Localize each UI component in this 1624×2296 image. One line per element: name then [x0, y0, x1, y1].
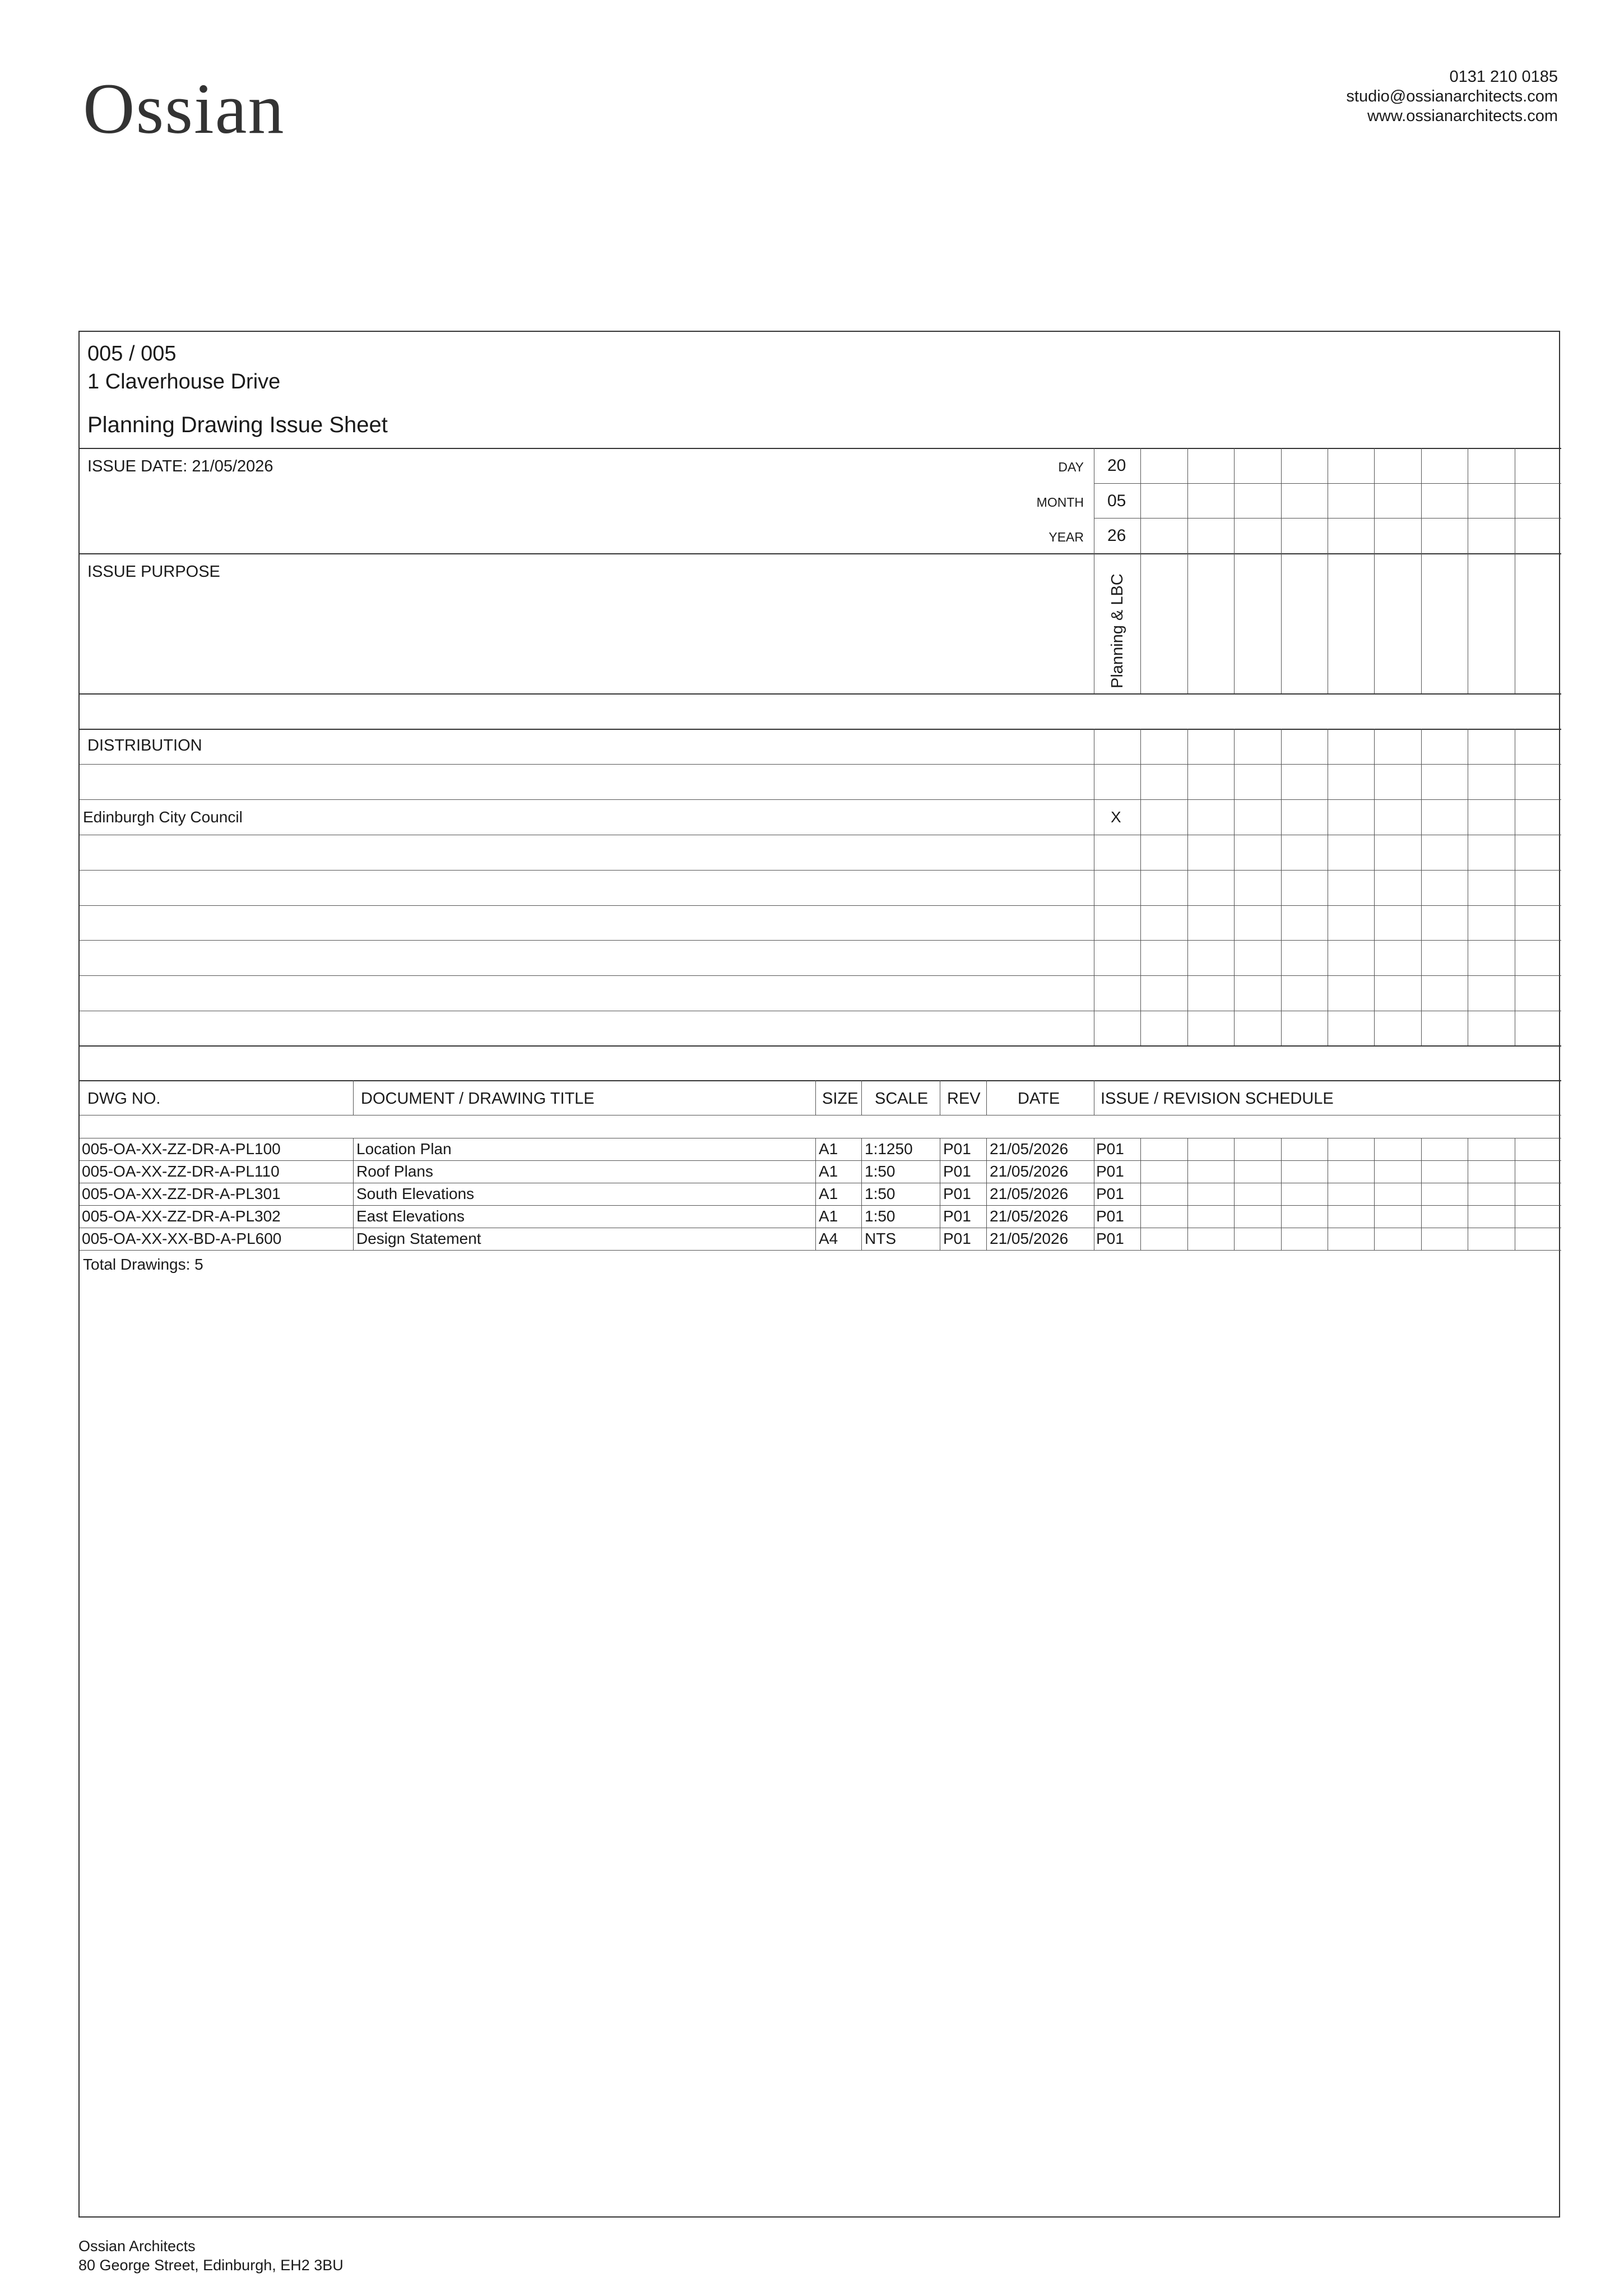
drawing-title: Roof Plans: [356, 1163, 433, 1180]
drawing-number: 005-OA-XX-ZZ-DR-A-PL302: [82, 1207, 281, 1225]
purpose-divider: [80, 693, 1561, 695]
header-rev: REV: [947, 1090, 981, 1108]
issue-date-divider: [80, 553, 1561, 554]
footer-address: 80 George Street, Edinburgh, EH2 3BU: [78, 2257, 344, 2274]
distribution-row-line: [80, 799, 1561, 800]
issue-column-line: [1140, 448, 1141, 693]
drawing-date: 21/05/2026: [990, 1163, 1069, 1180]
project-name: 1 Claverhouse Drive: [87, 370, 281, 394]
drawing-number: 005-OA-XX-ZZ-DR-A-PL100: [82, 1140, 281, 1158]
drawing-date: 21/05/2026: [990, 1185, 1069, 1202]
distribution-label: DISTRIBUTION: [87, 737, 202, 754]
contact-email: studio@ossianarchitects.com: [1346, 87, 1558, 105]
contact-block: [1346, 67, 1558, 126]
issue-sheet: [78, 331, 1560, 2218]
issue-purpose-value: Planning & LBC: [1108, 573, 1126, 688]
drawing-scale: NTS: [865, 1230, 896, 1247]
drawing-number: 005-OA-XX-XX-BD-A-PL600: [82, 1230, 282, 1247]
distribution-column-line: [1421, 729, 1422, 1045]
drawing-rev: P01: [943, 1163, 971, 1180]
distribution-column-line: [1187, 729, 1188, 1045]
drawing-scale: 1:50: [865, 1185, 895, 1202]
drawing-size: A4: [819, 1230, 838, 1247]
drawing-date: 21/05/2026: [990, 1140, 1069, 1158]
distribution-mark: X: [1111, 808, 1121, 826]
distribution-row-line: [80, 870, 1561, 871]
drawing-size: A1: [819, 1163, 838, 1180]
drawings-header-column-line: [815, 1080, 816, 1115]
issue-date-label: ISSUE DATE: 21/05/2026: [87, 457, 273, 475]
month-label: MONTH: [1036, 495, 1084, 510]
distribution-top-divider: [80, 729, 1561, 730]
issue-column-line: [1187, 448, 1188, 693]
drawing-title: Location Plan: [356, 1140, 452, 1158]
company-logo: Ossian: [83, 69, 285, 149]
drawing-column-line: [1281, 1138, 1282, 1250]
distribution-row-line: [80, 940, 1561, 941]
drawing-size: A1: [819, 1140, 838, 1158]
drawing-date: 21/05/2026: [990, 1207, 1069, 1225]
header-dwg-no: DWG NO.: [87, 1090, 161, 1108]
drawing-schedule-entry: P01: [1096, 1185, 1124, 1202]
footer: [78, 2237, 344, 2275]
header-scale: SCALE: [875, 1090, 929, 1108]
drawing-rev: P01: [943, 1207, 971, 1225]
drawings-header-column-line: [986, 1080, 987, 1115]
header-size: SIZE: [822, 1090, 859, 1108]
drawing-schedule-entry: P01: [1096, 1230, 1124, 1247]
drawing-column-line: [1140, 1138, 1141, 1250]
drawing-number: 005-OA-XX-ZZ-DR-A-PL110: [82, 1163, 280, 1180]
drawing-size: A1: [819, 1207, 838, 1225]
drawing-column-line: [815, 1138, 816, 1250]
drawings-header-column-line: [353, 1080, 354, 1115]
contact-phone: 0131 210 0185: [1449, 68, 1558, 86]
drawing-column-line: [1374, 1138, 1375, 1250]
drawing-scale: 1:1250: [865, 1140, 913, 1158]
distribution-row-line: [80, 975, 1561, 976]
drawings-header-column-line: [861, 1080, 862, 1115]
drawing-row-line: [80, 1250, 1561, 1251]
drawing-size: A1: [819, 1185, 838, 1202]
drawing-scale: 1:50: [865, 1207, 895, 1225]
drawing-column-line: [1421, 1138, 1422, 1250]
issue-column-line: [1374, 448, 1375, 693]
project-number: 005 / 005: [87, 342, 177, 365]
issue-purpose-label: ISSUE PURPOSE: [87, 563, 220, 581]
drawing-schedule-entry: P01: [1096, 1140, 1124, 1158]
drawings-header-top: [80, 1080, 1561, 1081]
drawing-title: South Elevations: [356, 1185, 475, 1202]
drawing-column-line: [1187, 1138, 1188, 1250]
year-label: YEAR: [1048, 530, 1084, 544]
distribution-column-line: [1140, 729, 1141, 1045]
distribution-bottom-divider: [80, 1045, 1561, 1047]
issue-column-line: [1281, 448, 1282, 693]
header-date: DATE: [1018, 1090, 1060, 1108]
distribution-recipient: Edinburgh City Council: [83, 808, 243, 826]
total-drawings: Total Drawings: 5: [83, 1256, 203, 1273]
drawing-rev: P01: [943, 1140, 971, 1158]
drawing-schedule-entry: P01: [1096, 1207, 1124, 1225]
distribution-column-line: [1281, 729, 1282, 1045]
issue-day-value: 20: [1107, 456, 1126, 475]
sheet-title: Planning Drawing Issue Sheet: [87, 413, 388, 437]
drawing-scale: 1:50: [865, 1163, 895, 1180]
distribution-row-line: [80, 764, 1561, 765]
drawing-column-line: [986, 1138, 987, 1250]
drawing-number: 005-OA-XX-ZZ-DR-A-PL301: [82, 1185, 281, 1202]
drawing-column-line: [353, 1138, 354, 1250]
issue-column-line: [1421, 448, 1422, 693]
drawing-row-line: [80, 1160, 1561, 1161]
drawing-row-line: [80, 1205, 1561, 1206]
distribution-column-line: [1234, 729, 1235, 1045]
contact-website: www.ossianarchitects.com: [1367, 107, 1558, 125]
issue-column-line: [1234, 448, 1235, 693]
header-drawing-title: DOCUMENT / DRAWING TITLE: [361, 1090, 595, 1108]
distribution-column-line: [1374, 729, 1375, 1045]
drawing-column-line: [861, 1138, 862, 1250]
drawing-title: East Elevations: [356, 1207, 465, 1225]
drawing-rev: P01: [943, 1230, 971, 1247]
drawing-schedule-entry: P01: [1096, 1163, 1124, 1180]
header-divider: [80, 448, 1561, 449]
distribution-row-line: [80, 905, 1561, 906]
drawing-column-line: [1234, 1138, 1235, 1250]
drawing-title: Design Statement: [356, 1230, 481, 1247]
issue-year-value: 26: [1107, 526, 1126, 545]
day-label: DAY: [1058, 460, 1084, 474]
drawing-date: 21/05/2026: [990, 1230, 1069, 1247]
drawing-rev: P01: [943, 1185, 971, 1202]
header-revision-schedule: ISSUE / REVISION SCHEDULE: [1101, 1090, 1334, 1108]
footer-company: Ossian Architects: [78, 2238, 196, 2255]
issue-month-value: 05: [1107, 492, 1126, 510]
